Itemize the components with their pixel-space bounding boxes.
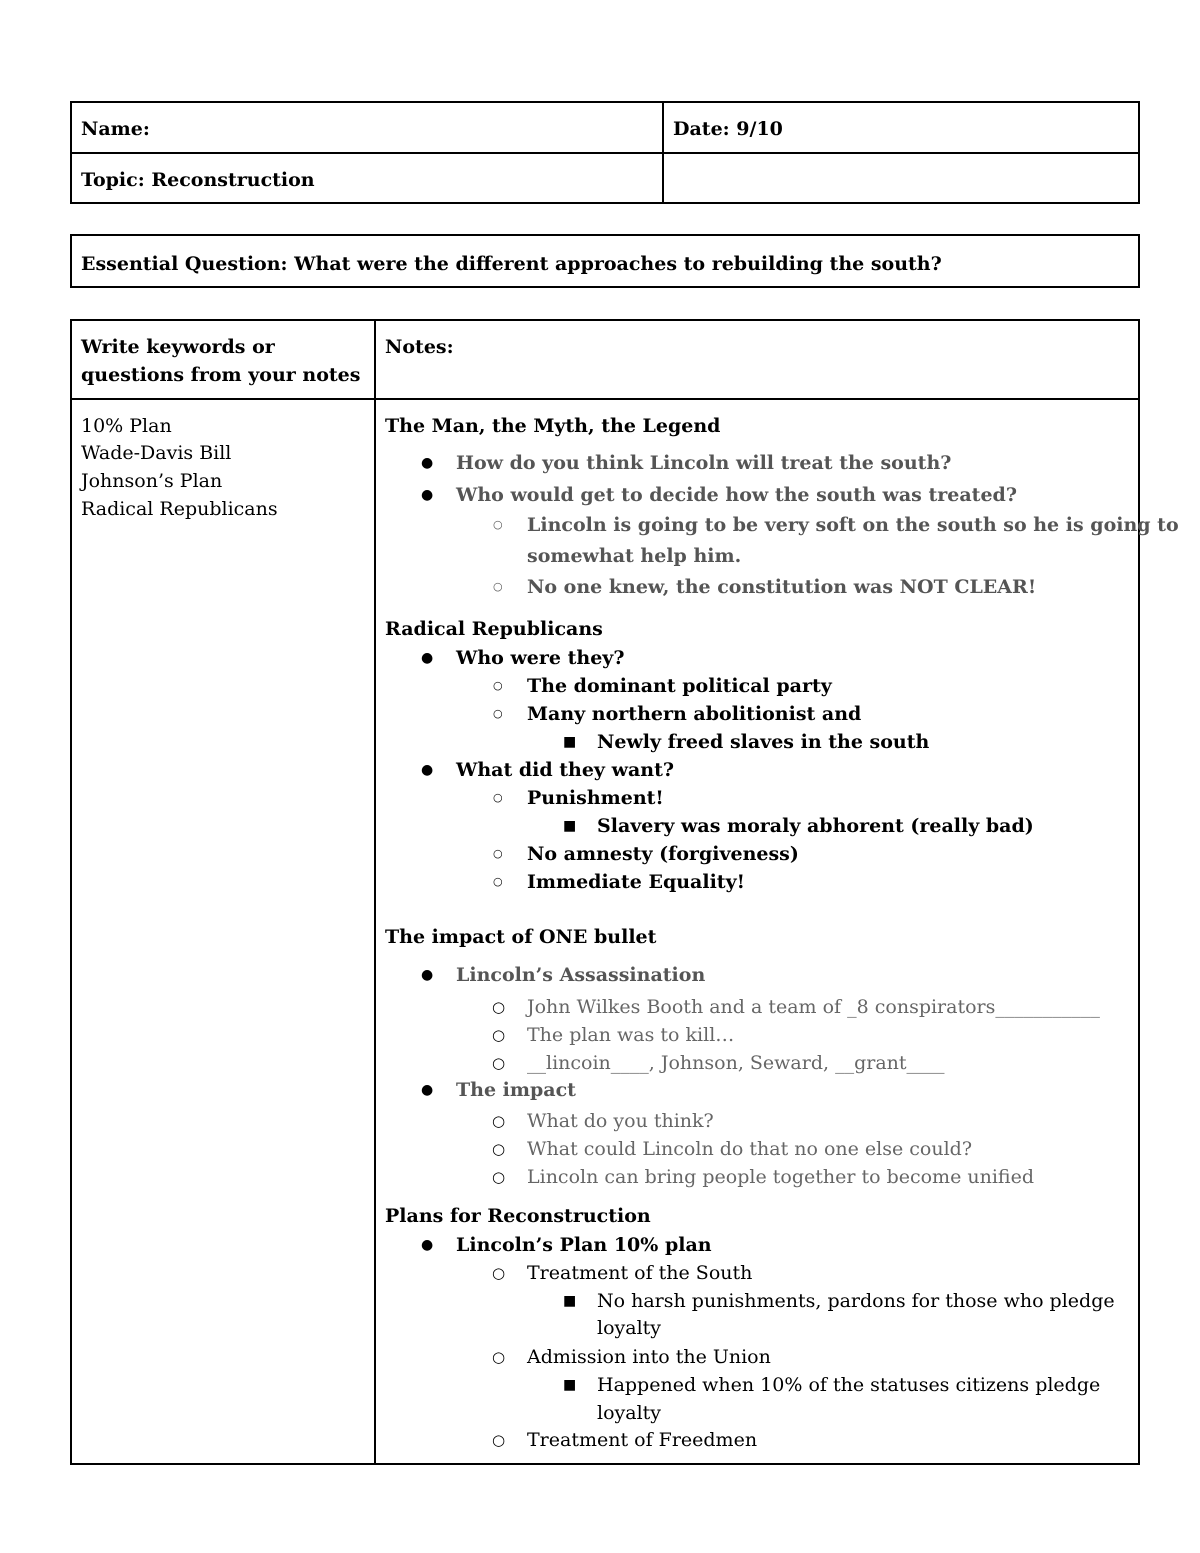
note-sub-bullet-cont: somewhat help him.	[527, 545, 742, 567]
note-sub-bullet: No one knew, the constitution was NOT CLEAR!	[527, 576, 1037, 598]
note-bullet: Lincoln’s Plan 10% plan	[456, 1234, 712, 1256]
section-title: Radical Republicans	[385, 618, 603, 640]
notes-column-divider	[374, 319, 376, 1465]
left-header-line2: questions from your notes	[81, 364, 361, 386]
note-sub-bullet: Treatment of Freedmen	[527, 1429, 758, 1451]
square-bullet-icon: ■	[563, 734, 577, 750]
notes-header: Notes:	[385, 336, 454, 358]
open-circle-bullet-icon: ○	[492, 1168, 506, 1186]
disc-bullet-icon: ●	[421, 967, 434, 983]
note-sub-bullet: Punishment!	[527, 787, 664, 809]
topic-label: Topic: Reconstruction	[81, 169, 315, 191]
note-sub-sub-bullet-cont: loyalty	[597, 1402, 662, 1424]
disc-bullet-icon: ●	[421, 487, 434, 503]
note-bullet: Who were they?	[456, 647, 625, 669]
note-sub-bullet: What do you think?	[527, 1110, 714, 1132]
note-bullet: Who would get to decide how the south was treated?	[456, 484, 1017, 506]
open-circle-bullet-icon: ○	[492, 1026, 506, 1044]
notes-header-divider	[70, 398, 1140, 400]
disc-bullet-icon: ●	[421, 1237, 434, 1253]
open-circle-bullet-icon: ○	[492, 1431, 506, 1449]
small-circle-bullet-icon: ○	[493, 518, 503, 531]
note-sub-bullet: Immediate Equality!	[527, 871, 745, 893]
section-title: The impact of ONE bullet	[385, 926, 657, 948]
note-bullet: Lincoln’s Assassination	[456, 964, 706, 986]
note-sub-sub-bullet: Newly freed slaves in the south	[597, 731, 930, 753]
small-circle-bullet-icon: ○	[493, 875, 503, 888]
note-sub-bullet: Lincoln is going to be very soft on the south so he is going to	[527, 514, 1179, 536]
left-header-line1: Write keywords or	[81, 336, 275, 358]
note-sub-bullet: Lincoln can bring people together to become unified	[527, 1166, 1034, 1188]
open-circle-bullet-icon: ○	[492, 1348, 506, 1366]
note-sub-bullet: Treatment of the South	[527, 1262, 753, 1284]
name-label: Name:	[81, 118, 150, 140]
keyword-item: Johnson’s Plan	[81, 470, 223, 492]
note-sub-bullet: What could Lincoln do that no one else could?	[527, 1138, 973, 1160]
header-divider-h	[70, 152, 1140, 154]
disc-bullet-icon: ●	[421, 1082, 434, 1098]
open-circle-bullet-icon: ○	[492, 1264, 506, 1282]
small-circle-bullet-icon: ○	[493, 791, 503, 804]
open-circle-bullet-icon: ○	[492, 1140, 506, 1158]
note-sub-bullet: The dominant political party	[527, 675, 832, 697]
keyword-item: 10% Plan	[81, 415, 172, 437]
note-sub-bullet: The plan was to kill…	[527, 1024, 735, 1046]
note-sub-bullet: __lincoin____, Johnson, Seward, __grant____	[527, 1052, 945, 1074]
essential-question: Essential Question: What were the different approaches to rebuilding the south?	[81, 253, 942, 275]
disc-bullet-icon: ●	[421, 762, 434, 778]
small-circle-bullet-icon: ○	[493, 847, 503, 860]
small-circle-bullet-icon: ○	[493, 679, 503, 692]
keyword-item: Wade-Davis Bill	[81, 442, 232, 464]
section-title: Plans for Reconstruction	[385, 1205, 651, 1227]
open-circle-bullet-icon: ○	[492, 998, 506, 1016]
note-bullet: What did they want?	[456, 759, 674, 781]
keyword-item: Radical Republicans	[81, 498, 278, 520]
note-sub-sub-bullet: Slavery was moraly abhorent (really bad)	[597, 815, 1034, 837]
section-title: The Man, the Myth, the Legend	[385, 415, 721, 437]
note-bullet: How do you think Lincoln will treat the south?	[456, 452, 952, 474]
disc-bullet-icon: ●	[421, 455, 434, 471]
note-sub-bullet: Many northern abolitionist and	[527, 703, 862, 725]
square-bullet-icon: ■	[563, 818, 577, 834]
note-sub-bullet: No amnesty (forgiveness)	[527, 843, 799, 865]
note-sub-bullet: Admission into the Union	[527, 1346, 771, 1368]
note-sub-sub-bullet: No harsh punishments, pardons for those who pledge	[597, 1290, 1115, 1312]
note-sub-bullet: John Wilkes Booth and a team of _8 conspirators___________	[527, 996, 1100, 1018]
note-sub-sub-bullet-cont: loyalty	[597, 1317, 662, 1339]
note-bullet: The impact	[456, 1079, 576, 1101]
square-bullet-icon: ■	[563, 1293, 577, 1309]
open-circle-bullet-icon: ○	[492, 1054, 506, 1072]
header-divider-v	[662, 101, 664, 204]
open-circle-bullet-icon: ○	[492, 1112, 506, 1130]
small-circle-bullet-icon: ○	[493, 707, 503, 720]
disc-bullet-icon: ●	[421, 650, 434, 666]
square-bullet-icon: ■	[563, 1377, 577, 1393]
date-label: Date: 9/10	[673, 118, 783, 140]
note-sub-sub-bullet: Happened when 10% of the statuses citizens pledge	[597, 1374, 1101, 1396]
small-circle-bullet-icon: ○	[493, 580, 503, 593]
